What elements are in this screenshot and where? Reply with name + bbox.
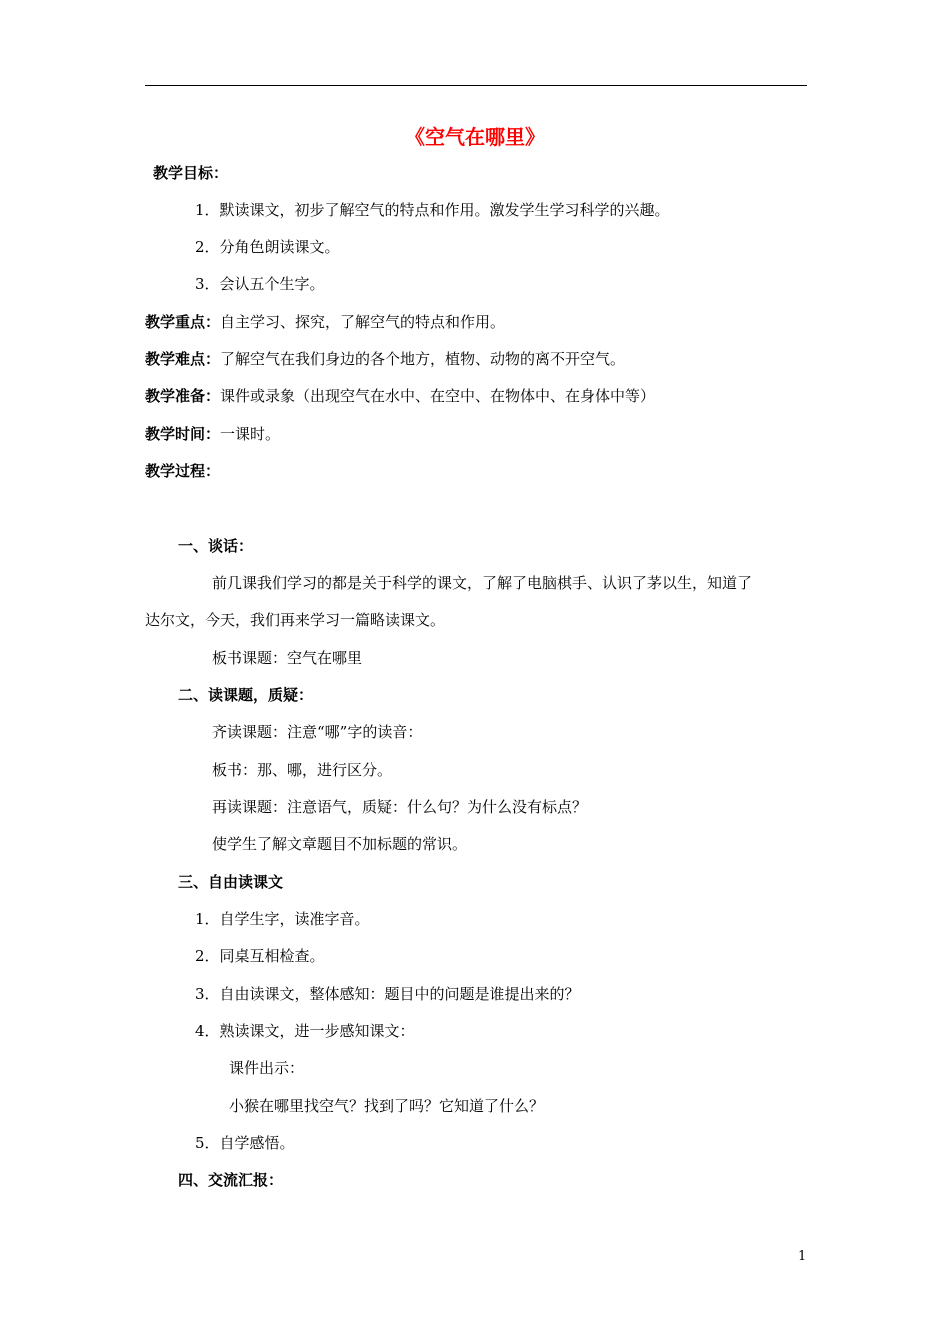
time-row [145,424,280,444]
preparation-row [145,386,655,406]
section2-line-2: 板书：那、哪，进行区分。 [212,761,393,779]
section3-item-3: 3．自由读课文，整体感知：题目中的问题是谁提出来的？ [195,985,580,1003]
section1-paragraph-line2: 达尔文，今天，我们再来学习一篇略读课文。 [145,611,446,629]
page-number: 1 [798,1249,807,1264]
objectives-label: 教学目标： [153,164,229,182]
section3-heading: 三、自由读课文 [178,873,284,891]
difficulties-text: 了解空气在我们身边的各个地方，植物、动物的离不开空气。 [220,350,626,368]
objective-item-2: 2．分角色朗读课文。 [195,238,340,256]
process-label: 教学过程： [145,462,221,480]
section1-board-title: 板书课题：空气在哪里 [212,649,363,667]
difficulties-label: 教学难点： [145,350,221,368]
key-points-text: 自主学习、探究，了解空气的特点和作用。 [220,313,506,331]
time-text: 一课时。 [220,425,281,443]
header-rule [145,85,807,86]
section3-item-5: 5．自学感悟。 [195,1134,295,1152]
courseware-label: 课件出示： [229,1059,305,1077]
section1-paragraph-line1: 前几课我们学习的都是关于科学的课文，了解了电脑棋手、认识了茅以生，知道了 [212,574,753,592]
difficulties-row [145,349,625,369]
preparation-text: 课件或录象（出现空气在水中、在空中、在物体中、在身体中等） [220,387,656,405]
section3-item-2: 2．同桌互相检查。 [195,947,325,965]
courseware-question: 小猴在哪里找空气？找到了吗？它知道了什么？ [229,1097,545,1115]
preparation-label: 教学准备： [145,387,221,405]
objective-item-1: 1．默读课文，初步了解空气的特点和作用。激发学生学习科学的兴趣。 [195,201,670,219]
key-points-row [145,312,505,332]
section2-line-3: 再读课题：注意语气，质疑：什么句？为什么没有标点？ [212,798,588,816]
section2-heading: 二、读课题，质疑： [178,686,314,704]
time-label: 教学时间： [145,425,221,443]
section2-line-4: 使学生了解文章题目不加标题的常识。 [212,835,468,853]
section3-item-1: 1．自学生字，读准字音。 [195,910,370,928]
section3-item-4: 4．熟读课文，进一步感知课文： [195,1022,415,1040]
section2-line-1: 齐读课题：注意“哪”字的读音： [212,723,423,741]
section4-heading: 四、交流汇报： [178,1171,284,1189]
key-points-label: 教学重点： [145,313,221,331]
section1-heading: 一、谈话： [178,537,254,555]
objective-item-3: 3．会认五个生字。 [195,275,325,293]
document-title: 《空气在哪里》 [405,125,545,149]
